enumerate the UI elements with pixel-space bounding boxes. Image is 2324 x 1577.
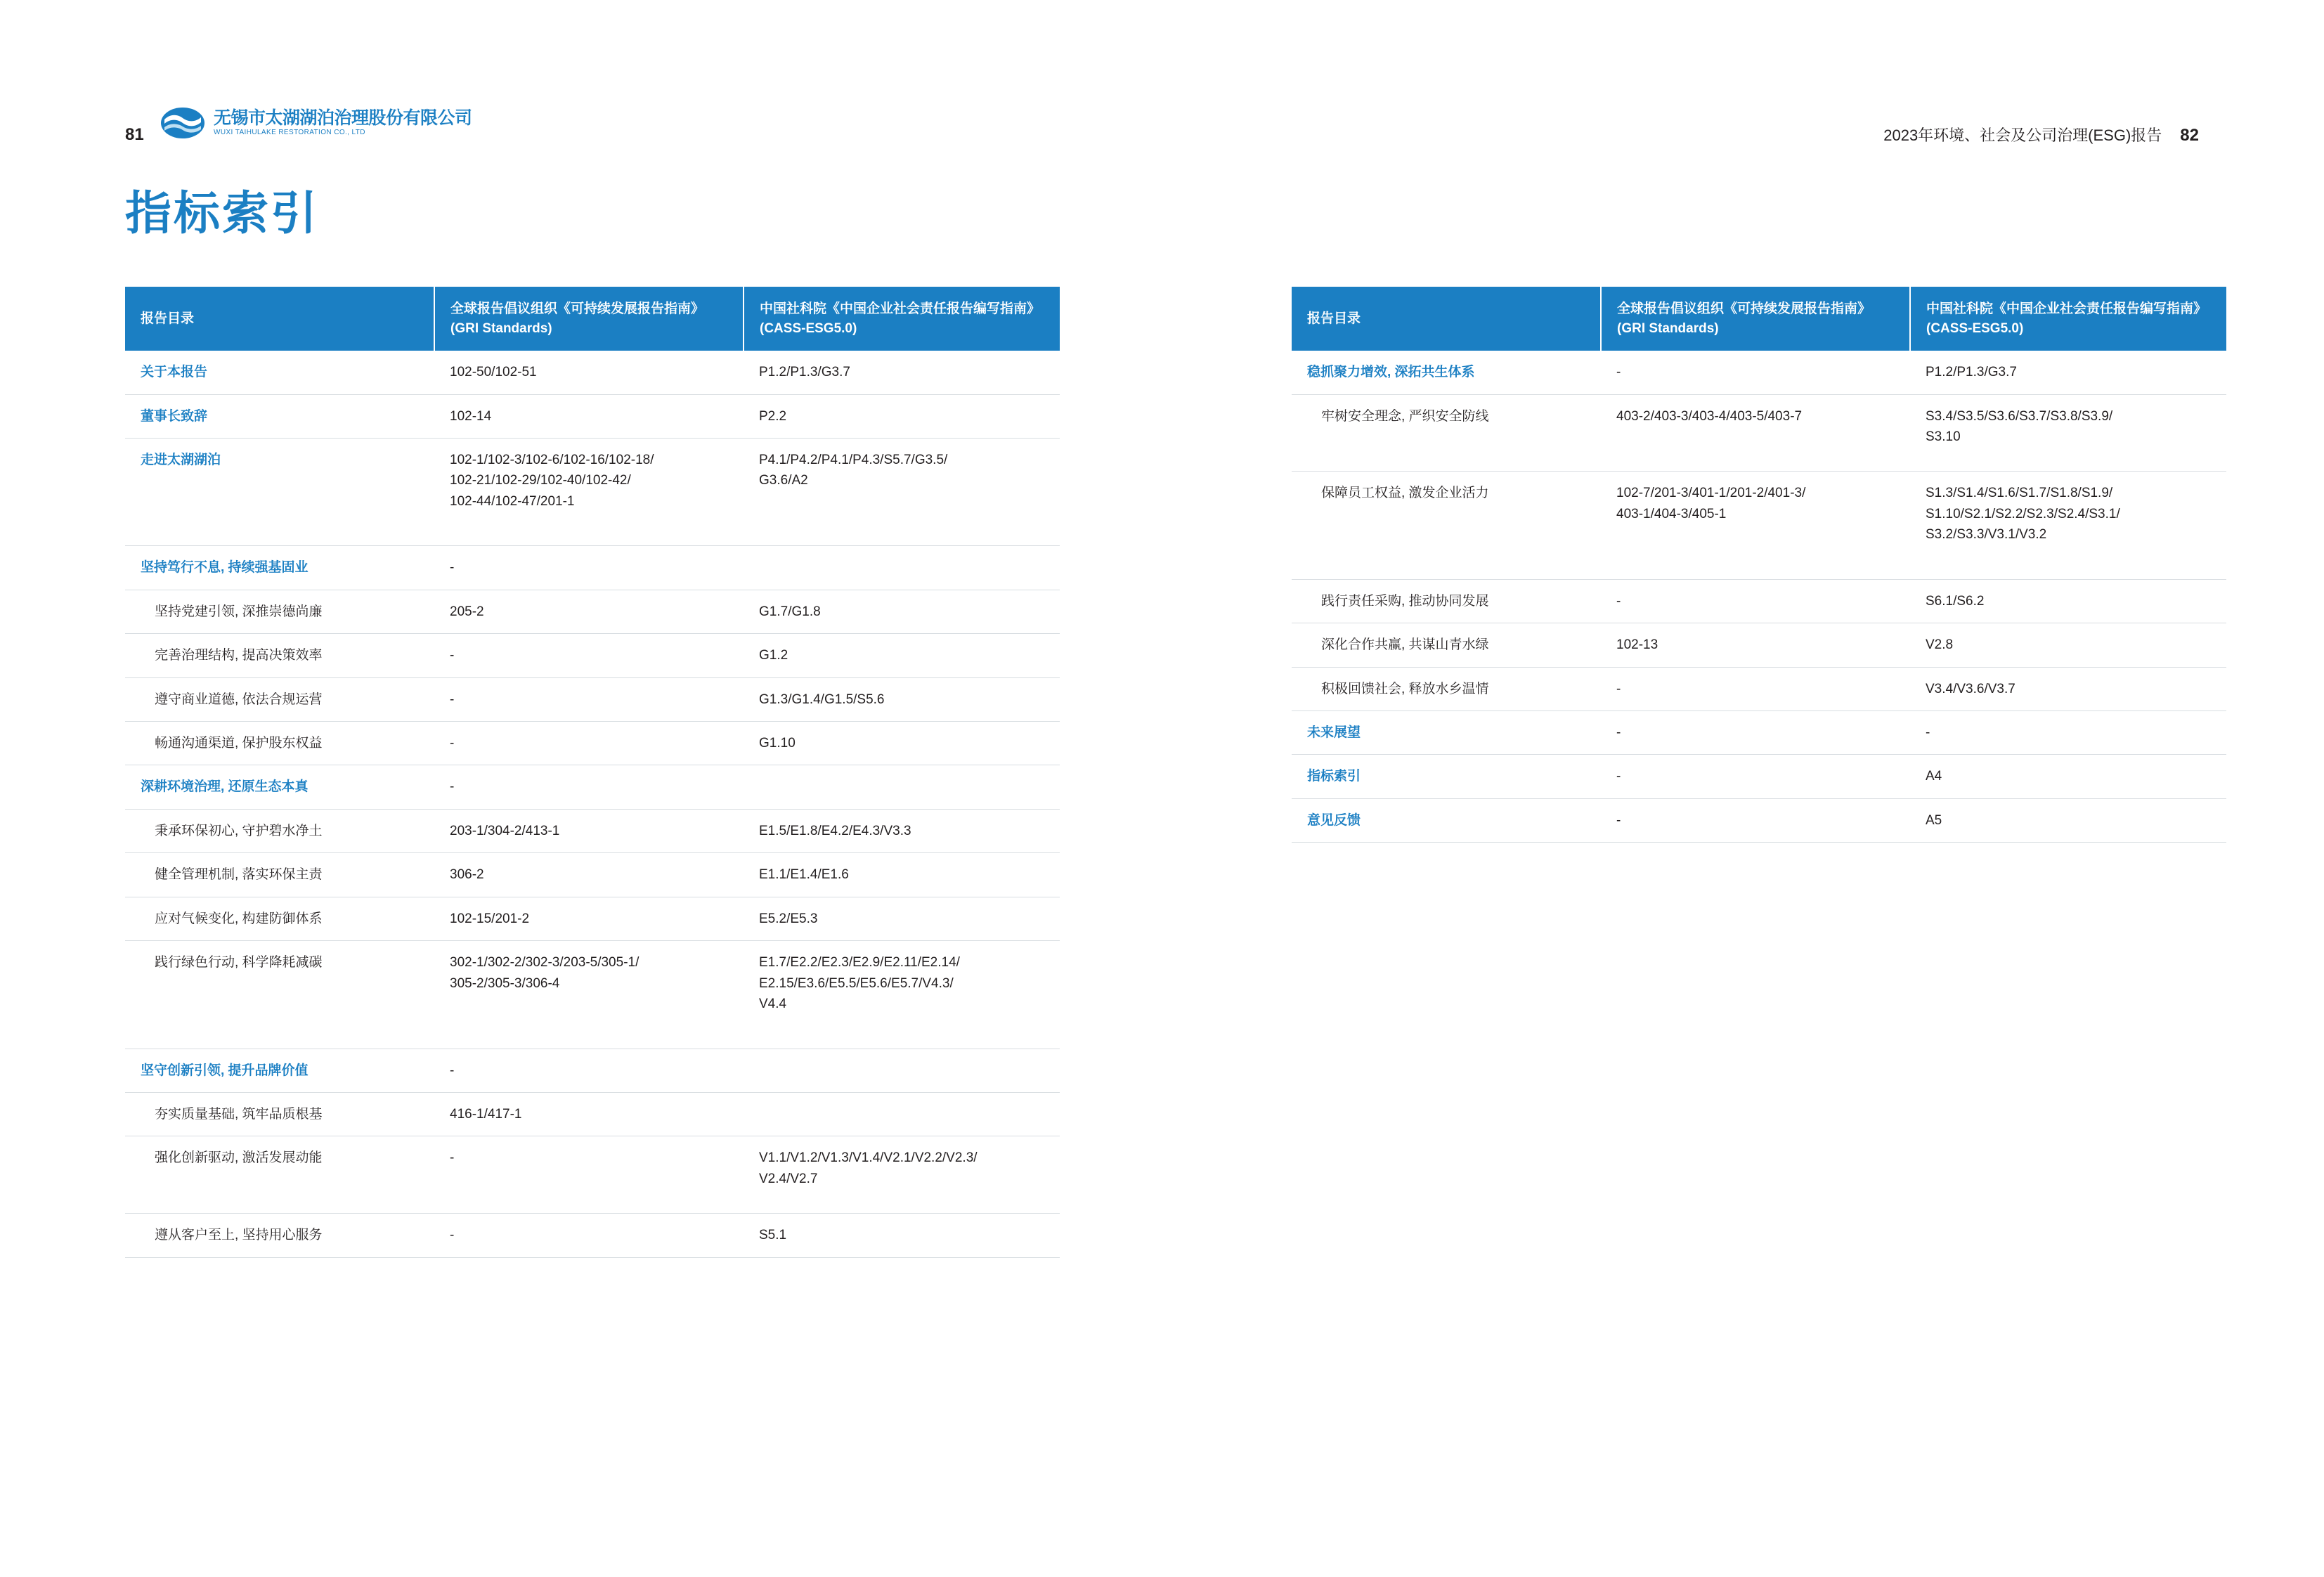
left-row-7-gri: -	[434, 722, 744, 765]
left-row-14-cass	[744, 1092, 1060, 1136]
right-row-8-cass: A5	[1910, 798, 2226, 842]
index-table-left-body	[125, 351, 1060, 1257]
left-row-14-gri: 416-1/417-1	[434, 1092, 744, 1136]
table-row	[125, 1136, 1060, 1214]
table-row	[125, 590, 1060, 633]
left-row-11-gri: 102-15/201-2	[434, 897, 744, 940]
left-row-11-cass: E5.2/E5.3	[744, 897, 1060, 940]
left-row-0-directory: 关于本报告	[125, 351, 434, 394]
wave-logo-icon	[160, 105, 205, 141]
table-row	[125, 394, 1060, 438]
page-number-left: 81	[125, 125, 144, 144]
right-row-3-directory: 践行责任采购, 推动协同发展	[1292, 579, 1601, 623]
right-row-6-directory: 未来展望	[1292, 711, 1601, 755]
table-row	[1292, 798, 2226, 842]
left-row-4-directory: 坚持党建引领, 深推崇德尚廉	[125, 590, 434, 633]
left-row-14-directory: 夯实质量基础, 筑牢品质根基	[125, 1092, 434, 1136]
column-header-cass	[1910, 287, 2226, 351]
logo-company-en: WUXI TAIHULAKE RESTORATION CO., LTD	[214, 129, 365, 137]
column-header-cass-line1: 中国社科院《中国企业社会责任报告编写指南》	[760, 301, 1041, 316]
left-row-3-directory: 坚持笃行不息, 持续强基固业	[125, 546, 434, 590]
right-row-0-cass: P1.2/P1.3/G3.7	[1910, 351, 2226, 394]
table-header-row	[125, 287, 1060, 351]
right-row-1-directory: 牢树安全理念, 严织安全防线	[1292, 394, 1601, 472]
report-title: 2023年环境、社会及公司治理(ESG)报告	[1883, 126, 2162, 144]
left-row-6-gri: -	[434, 677, 744, 721]
left-row-16-gri: -	[434, 1214, 744, 1257]
table-row	[125, 1049, 1060, 1092]
column-header-cass	[744, 287, 1060, 351]
right-row-4-gri: 102-13	[1601, 623, 1910, 667]
column-header-gri-line2: (GRI Standards)	[1617, 320, 1719, 336]
left-row-9-cass: E1.5/E1.8/E4.2/E4.3/V3.3	[744, 809, 1060, 852]
left-row-9-directory: 秉承环保初心, 守护碧水净土	[125, 809, 434, 852]
left-row-2-cass: P4.1/P4.2/P4.1/P4.3/S5.7/G3.5/ G3.6/A2	[744, 438, 1060, 545]
left-row-3-cass	[744, 546, 1060, 590]
right-row-2-gri: 102-7/201-3/401-1/201-2/401-3/ 403-1/404-3/405-1	[1601, 472, 1910, 579]
column-header-directory: 报告目录	[1292, 287, 1601, 351]
left-row-16-directory: 遵从客户至上, 坚持用心服务	[125, 1214, 434, 1257]
index-table-right-wrapper	[1292, 287, 2226, 1258]
header-right	[1883, 124, 2199, 145]
right-row-0-directory: 稳抓聚力增效, 深拓共生体系	[1292, 351, 1601, 394]
table-row	[125, 351, 1060, 394]
right-row-4-cass: V2.8	[1910, 623, 2226, 667]
table-row	[125, 1214, 1060, 1257]
left-row-4-cass: G1.7/G1.8	[744, 590, 1060, 633]
left-row-12-directory: 践行绿色行动, 科学降耗减碳	[125, 941, 434, 1049]
left-row-12-gri: 302-1/302-2/302-3/203-5/305-1/ 305-2/305-3/306-4	[434, 941, 744, 1049]
left-row-11-directory: 应对气候变化, 构建防御体系	[125, 897, 434, 940]
table-row	[1292, 394, 2226, 472]
right-row-7-cass: A4	[1910, 755, 2226, 798]
right-row-3-cass: S6.1/S6.2	[1910, 579, 2226, 623]
left-row-2-gri: 102-1/102-3/102-6/102-16/102-18/ 102-21/102-29/102-40/102-42/ 102-44/102-47/201-1	[434, 438, 744, 545]
left-row-9-gri: 203-1/304-2/413-1	[434, 809, 744, 852]
left-row-8-directory: 深耕环境治理, 还原生态本真	[125, 765, 434, 809]
right-row-1-gri: 403-2/403-3/403-4/403-5/403-7	[1601, 394, 1910, 472]
column-header-cass-line2: (CASS-ESG5.0)	[1926, 320, 2024, 336]
column-header-gri-line1: 全球报告倡议组织《可持续发展报告指南》	[450, 301, 705, 316]
index-tables	[125, 287, 2207, 1258]
page-number-right: 82	[2180, 126, 2199, 145]
right-row-5-cass: V3.4/V3.6/V3.7	[1910, 667, 2226, 710]
table-row	[1292, 667, 2226, 710]
table-row	[125, 722, 1060, 765]
index-table-right-body	[1292, 351, 2226, 843]
column-header-gri	[1601, 287, 1910, 351]
left-row-2-directory: 走进太湖湖泊	[125, 438, 434, 545]
right-row-4-directory: 深化合作共赢, 共谋山青水绿	[1292, 623, 1601, 667]
table-header-row	[1292, 287, 2226, 351]
left-row-12-cass: E1.7/E2.2/E2.3/E2.9/E2.11/E2.14/ E2.15/E3.6/E5.5/E5.6/E5.7/V4.3/ V4.4	[744, 941, 1060, 1049]
column-header-gri-line2: (GRI Standards)	[450, 320, 552, 336]
right-row-7-gri: -	[1601, 755, 1910, 798]
table-row	[1292, 623, 2226, 667]
right-row-5-directory: 积极回馈社会, 释放水乡温情	[1292, 667, 1601, 710]
left-row-6-cass: G1.3/G1.4/G1.5/S5.6	[744, 677, 1060, 721]
table-row	[125, 677, 1060, 721]
table-row	[125, 438, 1060, 545]
index-table-left	[125, 287, 1060, 1258]
left-row-8-gri: -	[434, 765, 744, 809]
left-row-15-cass: V1.1/V1.2/V1.3/V1.4/V2.1/V2.2/V2.3/ V2.4/V2.7	[744, 1136, 1060, 1214]
right-row-8-gri: -	[1601, 798, 1910, 842]
left-row-16-cass: S5.1	[744, 1214, 1060, 1257]
left-row-10-gri: 306-2	[434, 853, 744, 897]
column-header-gri	[434, 287, 744, 351]
left-row-15-gri: -	[434, 1136, 744, 1214]
left-row-8-cass	[744, 765, 1060, 809]
left-row-7-cass: G1.10	[744, 722, 1060, 765]
left-row-10-directory: 健全管理机制, 落实环保主责	[125, 853, 434, 897]
table-row	[1292, 351, 2226, 394]
left-row-10-cass: E1.1/E1.4/E1.6	[744, 853, 1060, 897]
logo-text	[214, 109, 472, 137]
table-row	[1292, 755, 2226, 798]
left-row-5-gri: -	[434, 634, 744, 677]
table-row	[125, 809, 1060, 852]
left-row-5-cass: G1.2	[744, 634, 1060, 677]
table-row	[125, 1092, 1060, 1136]
column-header-cass-line1: 中国社科院《中国企业社会责任报告编写指南》	[1926, 301, 2207, 316]
table-row	[125, 941, 1060, 1049]
table-row	[1292, 579, 2226, 623]
left-row-0-cass: P1.2/P1.3/G3.7	[744, 351, 1060, 394]
right-row-0-gri: -	[1601, 351, 1910, 394]
left-row-3-gri: -	[434, 546, 744, 590]
company-logo	[160, 105, 472, 141]
left-row-1-cass: P2.2	[744, 394, 1060, 438]
table-row	[125, 853, 1060, 897]
index-table-right	[1292, 287, 2226, 843]
left-row-0-gri: 102-50/102-51	[434, 351, 744, 394]
left-row-7-directory: 畅通沟通渠道, 保护股东权益	[125, 722, 434, 765]
page-title: 指标索引	[125, 187, 319, 239]
left-row-13-gri: -	[434, 1049, 744, 1092]
table-row	[125, 634, 1060, 677]
table-row	[1292, 472, 2226, 579]
table-row	[125, 546, 1060, 590]
right-row-6-cass: -	[1910, 711, 2226, 755]
right-row-3-gri: -	[1601, 579, 1910, 623]
left-row-4-gri: 205-2	[434, 590, 744, 633]
left-row-13-directory: 坚守创新引领, 提升品牌价值	[125, 1049, 434, 1092]
right-row-5-gri: -	[1601, 667, 1910, 710]
left-row-13-cass	[744, 1049, 1060, 1092]
logo-company-cn: 无锡市太湖湖泊治理股份有限公司	[214, 108, 472, 129]
table-row	[125, 897, 1060, 940]
column-header-gri-line1: 全球报告倡议组织《可持续发展报告指南》	[1617, 301, 1871, 316]
column-header-cass-line2: (CASS-ESG5.0)	[760, 320, 857, 336]
table-row	[125, 765, 1060, 809]
right-row-6-gri: -	[1601, 711, 1910, 755]
right-row-2-directory: 保障员工权益, 激发企业活力	[1292, 472, 1601, 579]
left-row-6-directory: 遵守商业道德, 依法合规运营	[125, 677, 434, 721]
index-table-left-wrapper	[125, 287, 1060, 1258]
right-row-8-directory: 意见反馈	[1292, 798, 1601, 842]
right-row-2-cass: S1.3/S1.4/S1.6/S1.7/S1.8/S1.9/ S1.10/S2.1/S2.2/S2.3/S2.4/S3.1/ S3.2/S3.3/V3.1/V3.2	[1910, 472, 2226, 579]
column-header-directory: 报告目录	[125, 287, 434, 351]
right-row-7-directory: 指标索引	[1292, 755, 1601, 798]
left-row-1-directory: 董事长致辞	[125, 394, 434, 438]
left-row-5-directory: 完善治理结构, 提高决策效率	[125, 634, 434, 677]
left-row-15-directory: 强化创新驱动, 激活发展动能	[125, 1136, 434, 1214]
left-row-1-gri: 102-14	[434, 394, 744, 438]
right-row-1-cass: S3.4/S3.5/S3.6/S3.7/S3.8/S3.9/ S3.10	[1910, 394, 2226, 472]
page-header	[0, 55, 2324, 145]
table-row	[1292, 711, 2226, 755]
